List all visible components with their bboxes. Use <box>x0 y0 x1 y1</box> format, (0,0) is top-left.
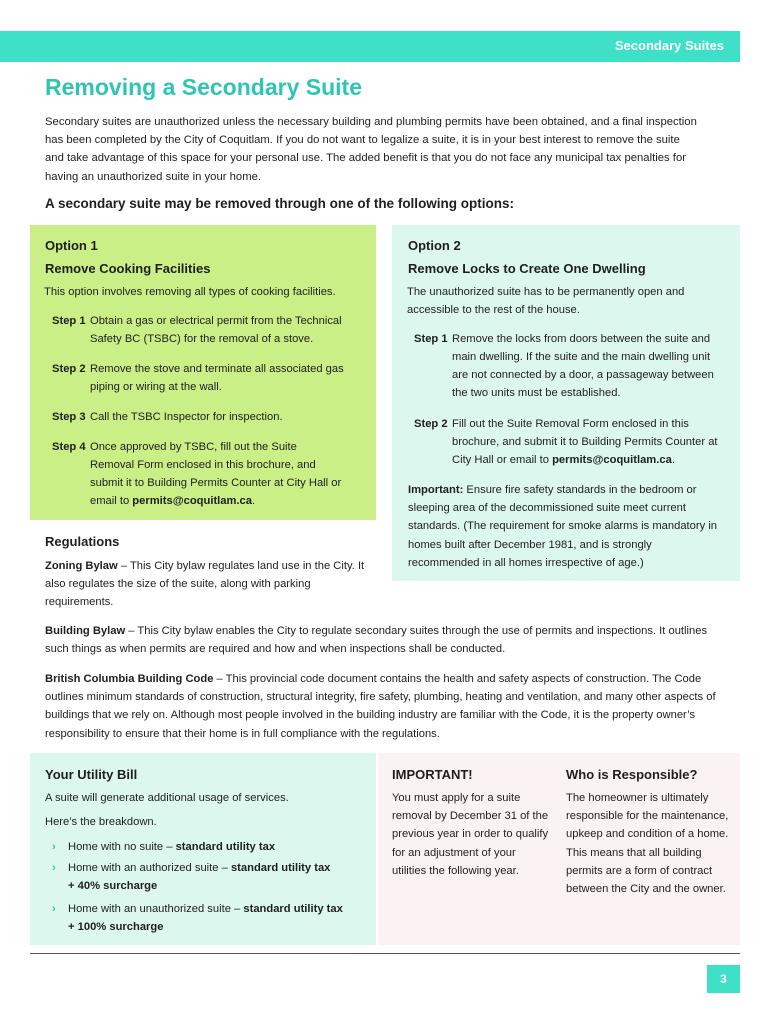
intro-line: having an unauthorized suite in your home. <box>45 170 262 183</box>
option2-step <box>414 415 726 469</box>
responsible-title: Who is Responsible? <box>566 767 698 782</box>
option1-step <box>52 438 342 510</box>
step-text: Remove the locks from doors between the suite and main dwelling. If the suite and the main dwelling unit are not connected by a door, a passageway between the two units must be established. <box>452 333 714 399</box>
option1-title: Option 1 <box>45 238 98 253</box>
utility-bill-title: Your Utility Bill <box>45 767 138 782</box>
step-label: Step 2 <box>52 363 86 375</box>
step-text-body: Fill out the Suite Removal Form enclosed in this brochure, and submit it to Building Permits Counter at City Hall or email to <box>452 418 718 466</box>
list-item <box>52 859 362 895</box>
section-header-bar <box>0 31 740 62</box>
important-note <box>408 481 726 572</box>
email-link[interactable]: permits@coquitlam.ca <box>552 454 672 466</box>
bc-building-code-paragraph <box>45 670 725 743</box>
option2-subtitle: Remove Locks to Create One Dwelling <box>408 261 646 276</box>
step-label: Step 1 <box>52 315 86 327</box>
bc-building-code-label: British Columbia Building Code <box>45 673 214 685</box>
chevron-right-icon: › <box>52 841 56 853</box>
bullet-prefix: Home with no suite – <box>68 841 176 853</box>
responsible-text: The homeowner is ultimately responsible for the maintenance, upkeep and condition of a home. This means that all building permits are a form of contract between the City and the owner. <box>566 792 729 896</box>
bullet-bold: standard utility tax <box>243 903 343 915</box>
bullet-bold: standard utility tax <box>175 841 276 853</box>
regulations-title: Regulations <box>45 534 120 549</box>
intro-line: and take advantage of this space for your personal use. The added benefit is that you do not face any municipal tax penalties for <box>45 152 686 165</box>
bullet-text <box>68 859 330 895</box>
section-label: Secondary Suites <box>614 38 724 53</box>
step-label: Step 1 <box>414 333 448 345</box>
building-bylaw-paragraph <box>45 622 725 658</box>
option1-description: This option involves removing all types of cooking facilities. <box>44 286 336 298</box>
page-title: Removing a Secondary Suite <box>45 74 362 100</box>
step-text-end: . <box>671 454 675 466</box>
bullet-text <box>68 900 343 936</box>
step-text <box>90 438 342 510</box>
option2-description: The unauthorized suite has to be permanently open and accessible to the rest of the house. <box>407 286 685 316</box>
list-item <box>52 838 362 856</box>
zoning-bylaw-paragraph <box>45 557 375 612</box>
step-label: Step 2 <box>414 418 448 430</box>
option1-step <box>52 408 364 426</box>
important-box-text: You must apply for a suite removal by December 31 of the previous year in order to qualify for an adjustment of your utilities the following year. <box>392 792 549 877</box>
options-heading: A secondary suite may be removed through one of the following options: <box>45 196 515 211</box>
zoning-bylaw-text: – This City bylaw regulates land use in the City. It also regulates the size of the suite, along with parking requirements. <box>45 560 365 609</box>
utility-line: A suite will generate additional usage of services. <box>45 792 289 804</box>
bullet-bold: standard utility tax <box>230 862 331 874</box>
bullet-surcharge: + 100% surcharge <box>68 921 164 934</box>
important-label: Important: <box>408 484 464 496</box>
bullet-text <box>68 838 275 856</box>
step-text-end: . <box>252 495 256 507</box>
step-text-body: Once approved by TSBC, fill out the Suite Removal Form enclosed in this brochure, and submit it to Building Permits Counter at City Hall or email to <box>90 441 342 507</box>
step-text: Obtain a gas or electrical permit from the Technical Safety BC (TSBC) for the removal of a stove. <box>90 315 342 345</box>
intro-line: Secondary suites are unauthorized unless the necessary building and plumbing permits have been obtained, and a final inspection <box>45 116 697 128</box>
bc-building-code-text: – This provincial code document contains the health and safety aspects of construction. The Code outlines minimum standards of construction, structural integrity, fire safety, plumbing, heating and ventilation, and many other aspects of buildings that we rely on. Although most people involved in the building industry are familiar with the Code, it is the property owner’s responsibility to ensure that their home is in full compliance with the regulations. <box>45 673 716 740</box>
building-bylaw-text: – This City bylaw enables the City to regulate secondary suites through the use of permits and inspections. It outlines such things as when permits are required and how and when inspections shall be conducted. <box>45 625 708 656</box>
chevron-right-icon: › <box>52 903 56 915</box>
bullet-prefix: Home with an authorized suite – <box>68 862 231 874</box>
chevron-right-icon: › <box>52 862 56 874</box>
option2-step <box>414 330 726 402</box>
option2-title: Option 2 <box>408 238 461 253</box>
step-text: Remove the stove and terminate all associated gas piping or wiring at the wall. <box>90 363 344 393</box>
bullet-prefix: Home with an unauthorized suite – <box>68 903 244 915</box>
important-box-title: IMPORTANT! <box>392 767 473 782</box>
step-text: Call the TSBC Inspector for inspection. <box>90 411 283 423</box>
intro-line: has been completed by the City of Coquitlam. If you do not want to legalize a suite, it is in your best interest to remove the suite <box>45 134 680 147</box>
list-item <box>52 900 362 936</box>
option1-subtitle: Remove Cooking Facilities <box>45 261 211 276</box>
intro-paragraph <box>45 113 730 186</box>
bullet-surcharge: + 40% surcharge <box>68 880 158 893</box>
step-text <box>452 415 726 469</box>
step-label: Step 4 <box>52 441 86 453</box>
email-link[interactable]: permits@coquitlam.ca <box>132 495 253 507</box>
page-number: 3 <box>707 965 740 993</box>
important-text: Ensure fire safety standards in the bedroom or sleeping area of the decommissioned suite meet current standards. (The requirement for smoke alarms is mandatory in homes built after December 1981, and is strongly recommended in all homes irrespective of age.) <box>408 484 718 569</box>
step-label: Step 3 <box>52 411 86 423</box>
zoning-bylaw-label: Zoning Bylaw <box>45 560 118 572</box>
utility-line: Here’s the breakdown. <box>45 816 157 828</box>
option1-step <box>52 360 364 396</box>
footer-divider <box>30 953 740 954</box>
building-bylaw-label: Building Bylaw <box>45 625 126 637</box>
option1-step <box>52 312 364 348</box>
